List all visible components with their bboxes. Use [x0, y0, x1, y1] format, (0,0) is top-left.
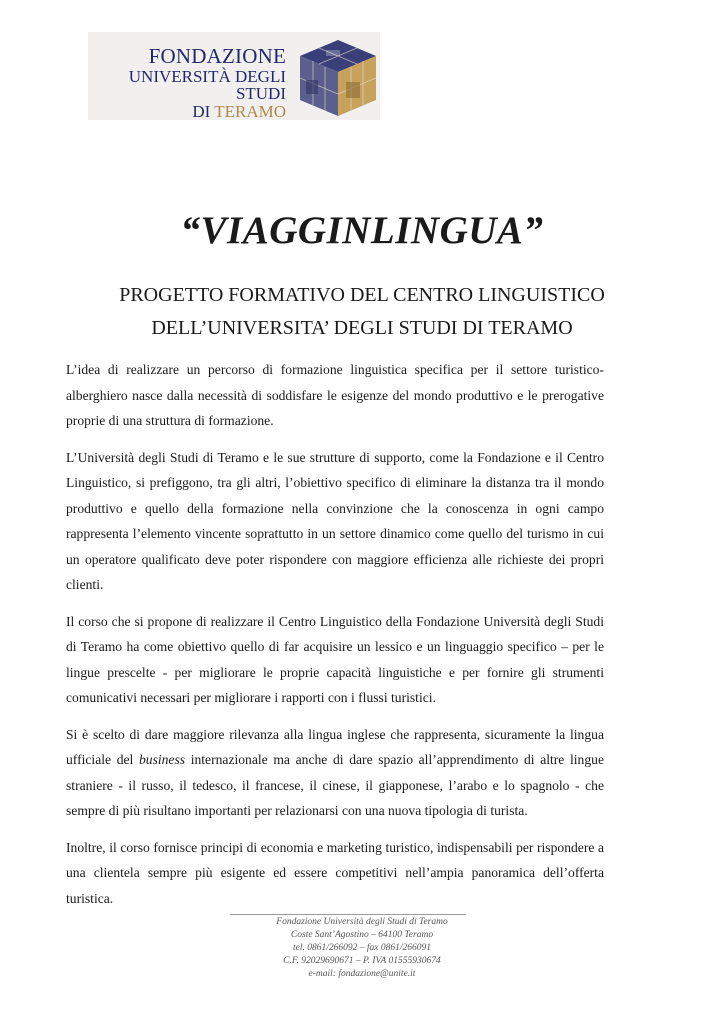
footer-tax-ids: C.F. 92029690671 – P. IVA 01555930674 — [283, 956, 441, 966]
logo-text — [88, 46, 286, 120]
paragraph-2: L’Università degli Studi di Teramo e le sue strutture di supporto, come la Fondazione e il Centro Linguistico, si prefiggono, tra gli altri, l’obiettivo specifico di eliminare la distanza tra il mondo produttivo e quello della formazione nella convinzione che la conoscenza in ogni campo rappresenta l’elemento vincente soprattutto in un settore dinamico come quello del turismo in cui un operatore qualificato deve poter rispondere con maggiore efficienza alle richieste dei propri clienti. — [66, 449, 604, 592]
paragraph-5: Inoltre, il corso fornisce principi di economia e marketing turistico, indispensabili per rispondere a una clientela sempre più esigente ed essere competitivi nell’ampia panoramica dell’offerta turistica. — [66, 839, 604, 906]
cube-collage-icon — [296, 36, 380, 120]
paragraph-3: Il corso che si propone di realizzare il Centro Linguistico della Fondazione Università degli Studi di Teramo ha come obiettivo quello di far acquisire un lessico e un linguaggio specifico – per le lingue prescelte - per migliorare le proprie capacità linguistiche e per fornire gli strumenti comunicativi necessari per migliorare i rapporti con i flussi turistici. — [66, 613, 604, 705]
emphasis-business: business — [138, 752, 186, 767]
footer-org-name: Fondazione Università degli Studi di Teramo — [276, 917, 448, 927]
document-body — [66, 357, 604, 922]
paragraph-1: L’idea di realizzare un percorso di formazione linguistica specifica per il settore turistico-alberghiero nasce dalla necessità di soddisfare le esigenze del mondo produttivo e le prerogative proprie di una struttura di formazione. — [66, 362, 604, 428]
footer-address: Coste Sant’Agostino – 64100 Teramo — [290, 930, 434, 940]
logo-line-fondazione: FONDAZIONE — [148, 44, 286, 68]
logo-line-teramo: DI TERAMO — [192, 102, 286, 121]
footer-contact — [0, 916, 724, 981]
subtitle-line-1: PROGETTO FORMATIVO DEL CENTRO LINGUISTICO — [119, 284, 605, 306]
footer-email: e-mail: fondazione@unite.it — [308, 969, 416, 979]
logo-line-universita: UNIVERSITÀ DEGLI STUDI — [128, 67, 286, 103]
document-title: “VIAGGINLINGUA” — [180, 209, 544, 252]
subtitle-line-2: DELL’UNIVERSITA’ DEGLI STUDI DI TERAMO — [151, 317, 573, 339]
footer-divider — [230, 914, 466, 915]
paragraph-4: Si è scelto di dare maggiore rilevanza alla lingua inglese che rappresenta, sicuramente la lingua ufficiale del business internazionale ma anche di dare spazio all’apprendimento di altre lingue straniere - il russo, il tedesco, il francese, il cinese, il giapponese, l’arabo e lo spagnolo - che sempre di più risultano importanti per relazionarsi con una nuova tipologia di turista. — [66, 726, 604, 818]
foundation-logo — [88, 32, 380, 120]
footer-phone-fax: tel. 0861/266092 – fax 0861/266091 — [292, 943, 431, 953]
